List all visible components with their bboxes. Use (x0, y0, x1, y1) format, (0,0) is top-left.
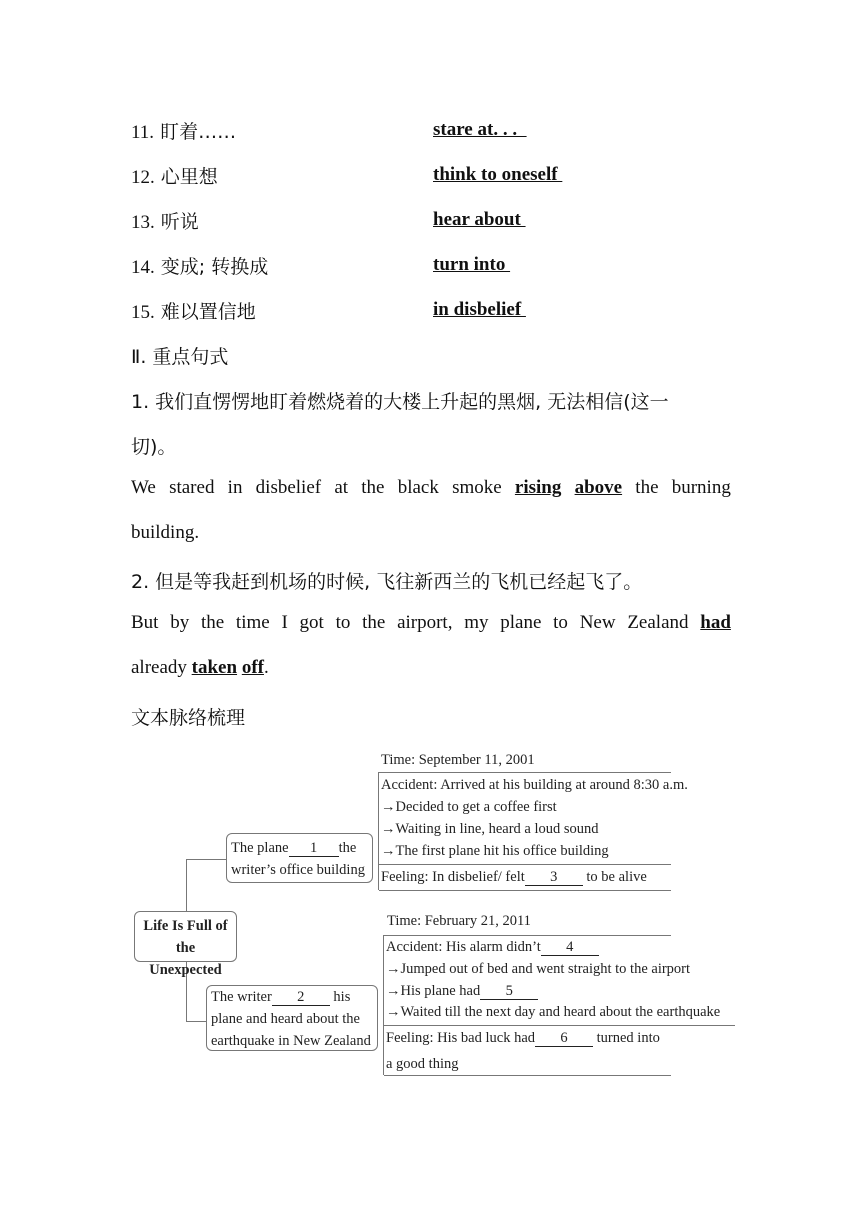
vocab-row (131, 207, 731, 237)
vocab-english: stare at. . . (433, 119, 527, 140)
word: plane (500, 612, 542, 633)
branch-2-event (386, 939, 599, 956)
diagram-root (134, 911, 237, 978)
answer-word: rising (514, 477, 562, 498)
text: Accident: His alarm didn’t (386, 939, 541, 955)
divider (383, 935, 384, 1075)
word: to (553, 612, 568, 633)
branch-1-line2: writer’s office building (231, 862, 365, 878)
vocab-chinese-text: 听说 (160, 211, 199, 233)
branch-1-event: →The first plane hit his office building (381, 843, 609, 859)
branch-1-time: Time: September 11, 2001 (381, 752, 535, 768)
divider (379, 890, 671, 891)
blank-5: 5 (480, 983, 538, 1000)
text: The plane (231, 840, 289, 856)
vocab-chinese-text: 盯着…… (160, 121, 237, 143)
vocab-number: 13. (131, 212, 155, 233)
connector (186, 859, 187, 911)
vocab-row (131, 162, 731, 192)
word: the (635, 477, 659, 498)
blank-6: 6 (535, 1030, 593, 1047)
answer-word: taken (191, 657, 238, 678)
vocab-row (131, 297, 731, 327)
vocab-chinese (131, 162, 218, 189)
divider (379, 864, 671, 865)
branch-1-box (226, 833, 373, 883)
branch-1-feeling (381, 869, 647, 886)
branch-2-event: →Jumped out of bed and went straight to the airport (386, 961, 691, 977)
divider (384, 1025, 735, 1026)
text: Feeling: In disbelief/ felt (381, 869, 525, 885)
vocab-english: in disbelief (433, 299, 526, 320)
sentence-2-english-line1 (131, 612, 731, 634)
word: black (397, 477, 439, 498)
word: I (281, 612, 288, 633)
branch-2-event: →Waited till the next day and heard about the earthquake (386, 1004, 721, 1020)
word: burning (671, 477, 731, 498)
blank-3: 3 (525, 869, 583, 886)
branch-1-line1 (231, 837, 368, 859)
text: Feeling: His bad luck had (386, 1030, 536, 1046)
word: stared (169, 477, 215, 498)
word: to (335, 612, 351, 633)
connector (186, 1021, 206, 1022)
text: . (263, 657, 269, 678)
root-line: Life Is Full of (143, 918, 228, 934)
word: We (131, 477, 156, 498)
word: New (579, 612, 616, 633)
branch-2-event (386, 983, 538, 1000)
branch-1-event: Accident: Arrived at his building at around 8:30 a.m. (381, 777, 688, 793)
branch-2-line3: earthquake in New Zealand (211, 1033, 371, 1049)
word: the (362, 612, 386, 633)
vocab-english: turn into (433, 254, 511, 275)
branch-2-box (206, 985, 378, 1051)
word: the (361, 477, 385, 498)
vocab-chinese-text: 变成; 转换成 (160, 256, 269, 278)
vocab-english: hear about (433, 209, 526, 230)
sentence-2-english-line2 (131, 657, 269, 679)
vocab-english: think to oneself (433, 164, 563, 185)
word: my (464, 612, 489, 633)
word: by (170, 612, 190, 633)
text: turned into (596, 1030, 660, 1046)
vocab-chinese (131, 252, 268, 279)
sentence-1-english-line1 (131, 477, 731, 499)
vocab-chinese (131, 297, 256, 324)
branch-2-feeling-line2: a good thing (386, 1056, 459, 1072)
branch-1-event: →Waiting in line, heard a loud sound (381, 821, 599, 837)
divider (384, 935, 671, 936)
section-heading: Ⅱ. 重点句式 (131, 346, 229, 368)
divider (384, 1075, 671, 1076)
answer-word: had (700, 612, 731, 633)
word: got (299, 612, 324, 633)
vocab-chinese-text: 心里想 (160, 166, 218, 188)
text: The writer (211, 989, 272, 1005)
vocab-row (131, 117, 731, 147)
blank-4: 4 (541, 939, 599, 956)
text: already (131, 657, 192, 678)
word: at (334, 477, 349, 498)
sentence-1-english-line2: building. (131, 522, 200, 543)
vocab-number: 12. (131, 167, 155, 188)
connector (186, 859, 226, 860)
text: →His plane had (386, 983, 481, 999)
answer-word: above (574, 477, 623, 498)
word: disbelief (255, 477, 322, 498)
branch-2-feeling (386, 1030, 660, 1047)
answer-word: off (241, 657, 264, 678)
word: time (235, 612, 270, 633)
branch-2-line1 (211, 986, 373, 1008)
vocab-number: 15. (131, 302, 155, 323)
branch-2-line2: plane and heard about the (211, 1011, 360, 1027)
root-line: the Unexpected (149, 940, 222, 978)
sentence-1-chinese-line1: 1. 我们直愣愣地盯着燃烧着的大楼上升起的黑烟, 无法相信(这一 (131, 391, 669, 413)
word: airport, (397, 612, 453, 633)
vocab-number: 14. (131, 257, 155, 278)
word: smoke (452, 477, 502, 498)
vocab-chinese (131, 117, 236, 144)
vocab-number: 11. (131, 122, 155, 143)
text: the (338, 840, 357, 856)
vocab-chinese-text: 难以置信地 (160, 301, 256, 323)
word: Zealand (627, 612, 689, 633)
branch-1-event: →Decided to get a coffee first (381, 799, 557, 815)
vocab-row (131, 252, 731, 282)
vocab-chinese (131, 207, 199, 234)
divider (379, 772, 671, 773)
section-heading: 文本脉络梳理 (131, 707, 246, 729)
text: to be alive (586, 869, 647, 885)
word: But (131, 612, 159, 633)
blank-1: 1 (289, 840, 339, 857)
word: in (227, 477, 243, 498)
sentence-2-chinese: 2. 但是等我赶到机场的时候, 飞往新西兰的飞机已经起飞了。 (131, 571, 643, 593)
divider (378, 772, 379, 890)
word: the (200, 612, 225, 633)
blank-2: 2 (272, 989, 330, 1006)
sentence-1-chinese-line2: 切)。 (131, 436, 177, 458)
text: his (333, 989, 351, 1005)
branch-2-time: Time: February 21, 2011 (387, 913, 531, 929)
